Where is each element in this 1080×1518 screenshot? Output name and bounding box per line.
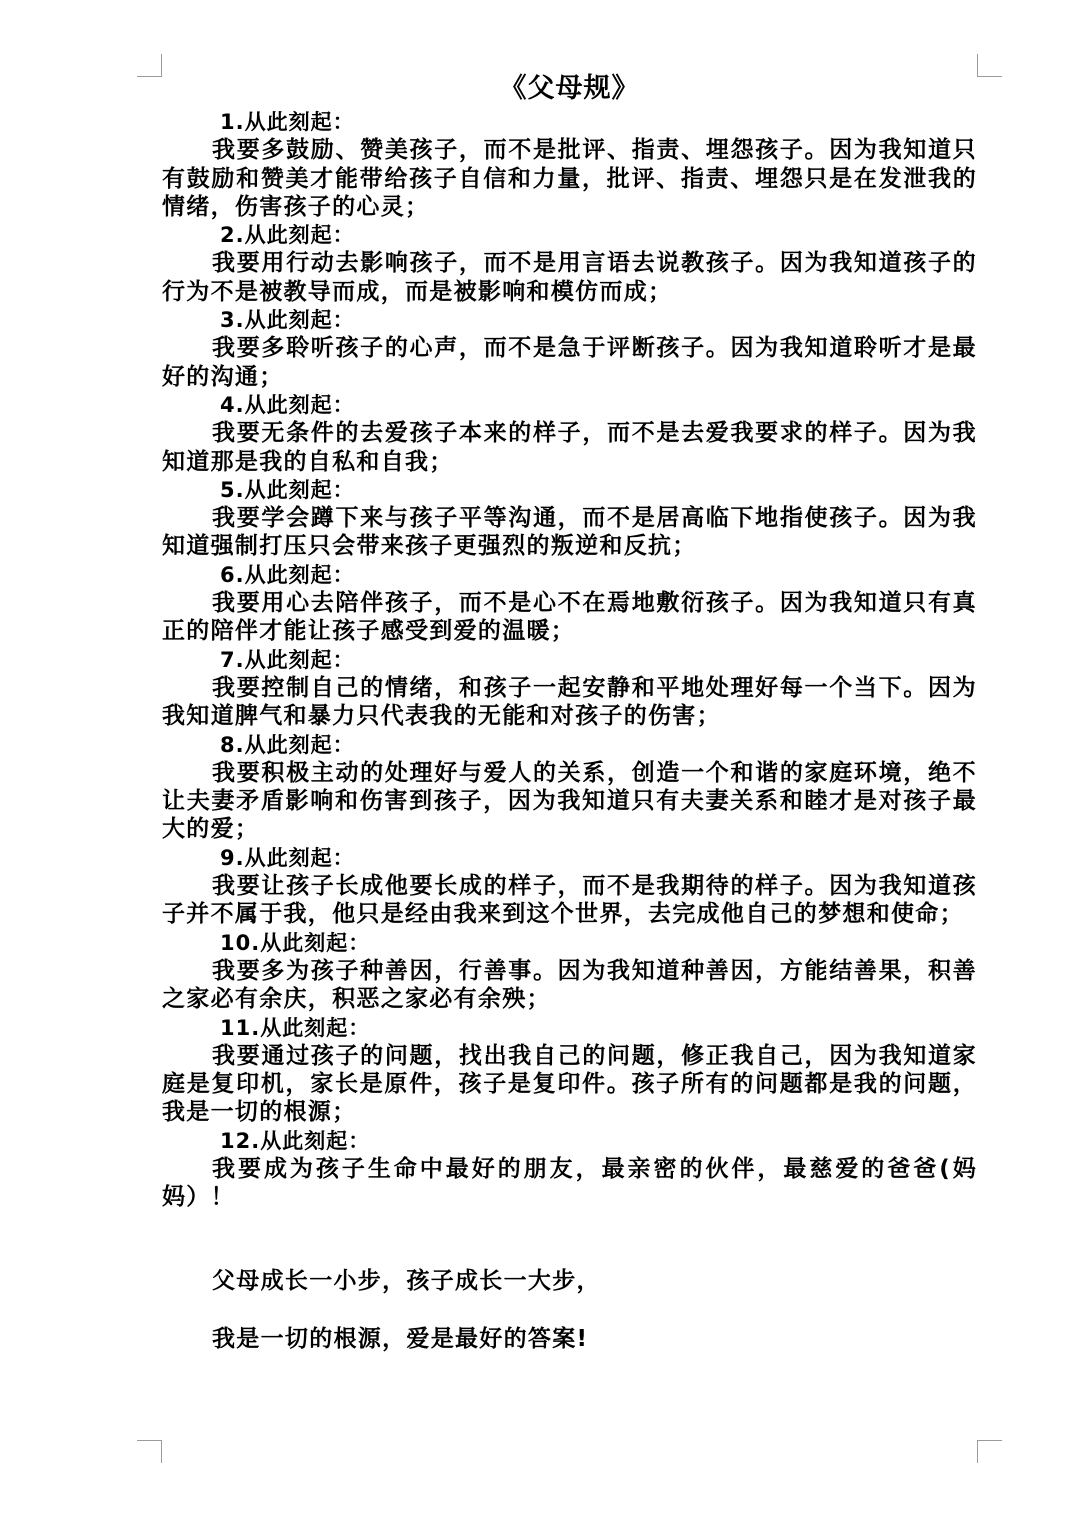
section-9 bbox=[162, 844, 977, 929]
section-text: 我要控制自己的情绪，和孩子一起安静和平地处理好每一个当下。因为我知道脾气和暴力只代表我的无能和对孩子的伤害； bbox=[162, 674, 977, 730]
section-heading: 3.从此刻起： bbox=[220, 308, 355, 333]
closing-line: 父母成长一小步，孩子成长一大步， bbox=[212, 1268, 601, 1294]
section-text: 我要无条件的去爱孩子本来的样子，而不是去爱我要求的样子。因为我知道那是我的自私和自我； bbox=[162, 420, 977, 475]
section-text: 我要多为孩子种善因，行善事。因为我知道种善因，方能结善果，积善之家必有余庆，积恶之家必有余殃； bbox=[162, 957, 977, 1013]
section-heading: 2.从此刻起： bbox=[220, 223, 355, 248]
section-6 bbox=[162, 561, 977, 646]
page-corner-mark-top-left bbox=[137, 54, 162, 77]
section-2 bbox=[162, 221, 977, 306]
section-text: 我要让孩子长成他要长成的样子，而不是我期待的样子。因为我知道孩子并不属于我，他只是经由我来到这个世界，去完成他自己的梦想和使命； bbox=[162, 873, 977, 928]
section-heading: 7.从此刻起： bbox=[220, 647, 355, 672]
section-text: 我要通过孩子的问题，找出我自己的问题，修正我自己，因为我知道家庭是复印机，家长是原件，孩子是复印件。孩子所有的问题都是我的问题，我是一切的根源； bbox=[162, 1042, 977, 1126]
section-heading: 9.从此刻起： bbox=[220, 845, 355, 870]
section-10 bbox=[162, 929, 977, 1014]
section-heading: 8.从此刻起： bbox=[220, 732, 355, 757]
section-11 bbox=[162, 1014, 977, 1127]
section-heading: 4.从此刻起： bbox=[220, 392, 355, 417]
section-heading: 12.从此刻起： bbox=[220, 1128, 371, 1153]
section-text: 我要用行动去影响孩子，而不是用言语去说教孩子。因为我知道孩子的行为不是被教导而成，而是被影响和模仿而成； bbox=[162, 250, 977, 305]
section-text: 我要成为孩子生命中最好的朋友，最亲密的伙伴，最慈爱的爸爸(妈妈）！ bbox=[162, 1155, 977, 1211]
page-corner-mark-bottom-left bbox=[137, 1440, 162, 1463]
section-8 bbox=[162, 731, 977, 844]
document-title: 《父母规》 bbox=[499, 73, 640, 104]
section-1 bbox=[162, 108, 977, 221]
document-body bbox=[162, 70, 977, 1212]
section-12 bbox=[162, 1127, 977, 1212]
section-text: 我要用心去陪伴孩子，而不是心不在焉地敷衍孩子。因为我知道只有真正的陪伴才能让孩子感受到爱的温暖； bbox=[162, 590, 977, 645]
section-heading: 6.从此刻起： bbox=[220, 562, 355, 587]
section-text: 我要学会蹲下来与孩子平等沟通，而不是居高临下地指使孩子。因为我知道强制打压只会带来孩子更强烈的叛逆和反抗； bbox=[162, 505, 977, 560]
section-4 bbox=[162, 391, 977, 476]
section-heading: 11.从此刻起： bbox=[220, 1015, 371, 1040]
section-7 bbox=[162, 646, 977, 731]
section-heading: 10.从此刻起： bbox=[220, 930, 371, 955]
closing-line: 我是一切的根源，爱是最好的答案! bbox=[212, 1326, 589, 1352]
section-3 bbox=[162, 306, 977, 391]
section-heading: 1.从此刻起： bbox=[220, 110, 355, 134]
section-text: 我要积极主动的处理好与爱人的关系，创造一个和谐的家庭环境，绝不让夫妻矛盾影响和伤害到孩子，因为我知道只有夫妻关系和睦才是对孩子最大的爱； bbox=[162, 759, 977, 843]
section-5 bbox=[162, 476, 977, 561]
page-corner-mark-bottom-right bbox=[977, 1440, 1002, 1463]
page-corner-mark-top-right bbox=[977, 54, 1002, 77]
section-heading: 5.从此刻起： bbox=[220, 477, 355, 502]
section-text: 我要多聆听孩子的心声，而不是急于评断孩子。因为我知道聆听才是最好的沟通； bbox=[162, 335, 977, 390]
section-text: 我要多鼓励、赞美孩子，而不是批评、指责、埋怨孩子。因为我知道只有鼓励和赞美才能带给孩子自信和力量，批评、指责、埋怨只是在发泄我的情绪，伤害孩子的心灵； bbox=[162, 137, 977, 220]
